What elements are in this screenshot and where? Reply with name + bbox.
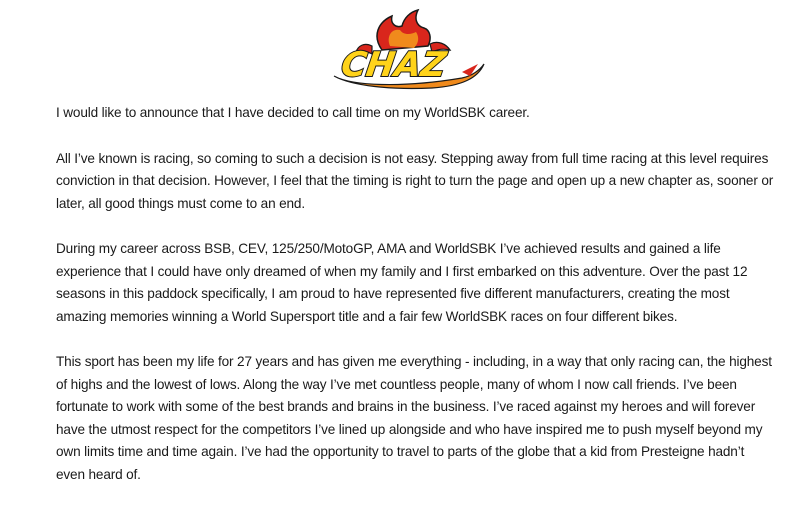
announcement-body	[56, 102, 776, 509]
chaz-logo	[312, 6, 488, 90]
logo-text: CHAZ	[338, 45, 449, 85]
paragraph-4: This sport has been my life for 27 years and has given me everything - including, in a way that only racing can, the highest of highs and the lowest of lows. Along the way I’ve met countless people, many of whom I now call friends. I’ve been fortunate to work with some of the best brands and brains in the business. I’ve raced against my heroes and will forever have the utmost respect for the competitors I’ve lined up alongside and who have inspired me to push myself beyond my own limits time and time again. I’ve had the opportunity to travel to parts of the globe that a kid from Presteigne hadn’t even heard of.	[56, 354, 772, 482]
dragon-flame-icon	[312, 6, 488, 90]
paragraph-1: I would like to announce that I have decided to call time on my WorldSBK career.	[56, 105, 530, 120]
paragraph-2: All I’ve known is racing, so coming to such a decision is not easy. Stepping away from full time racing at this level requires conviction in that decision. However, I feel that the timing is right to turn the page and open up a new chapter as, sooner or later, all good things must come to an end.	[56, 150, 774, 211]
paragraph-3: During my career across BSB, CEV, 125/250/MotoGP, AMA and WorldSBK I’ve achieved results and gained a life experience that I could have only dreamed of when my family and I first embarked on this adventure. Over the past 12 seasons in this paddock specifically, I am proud to have represented five different manufacturers, creating the most amazing memories winning a World Supersport title and a fair few WorldSBK races on four different bikes.	[56, 241, 748, 324]
